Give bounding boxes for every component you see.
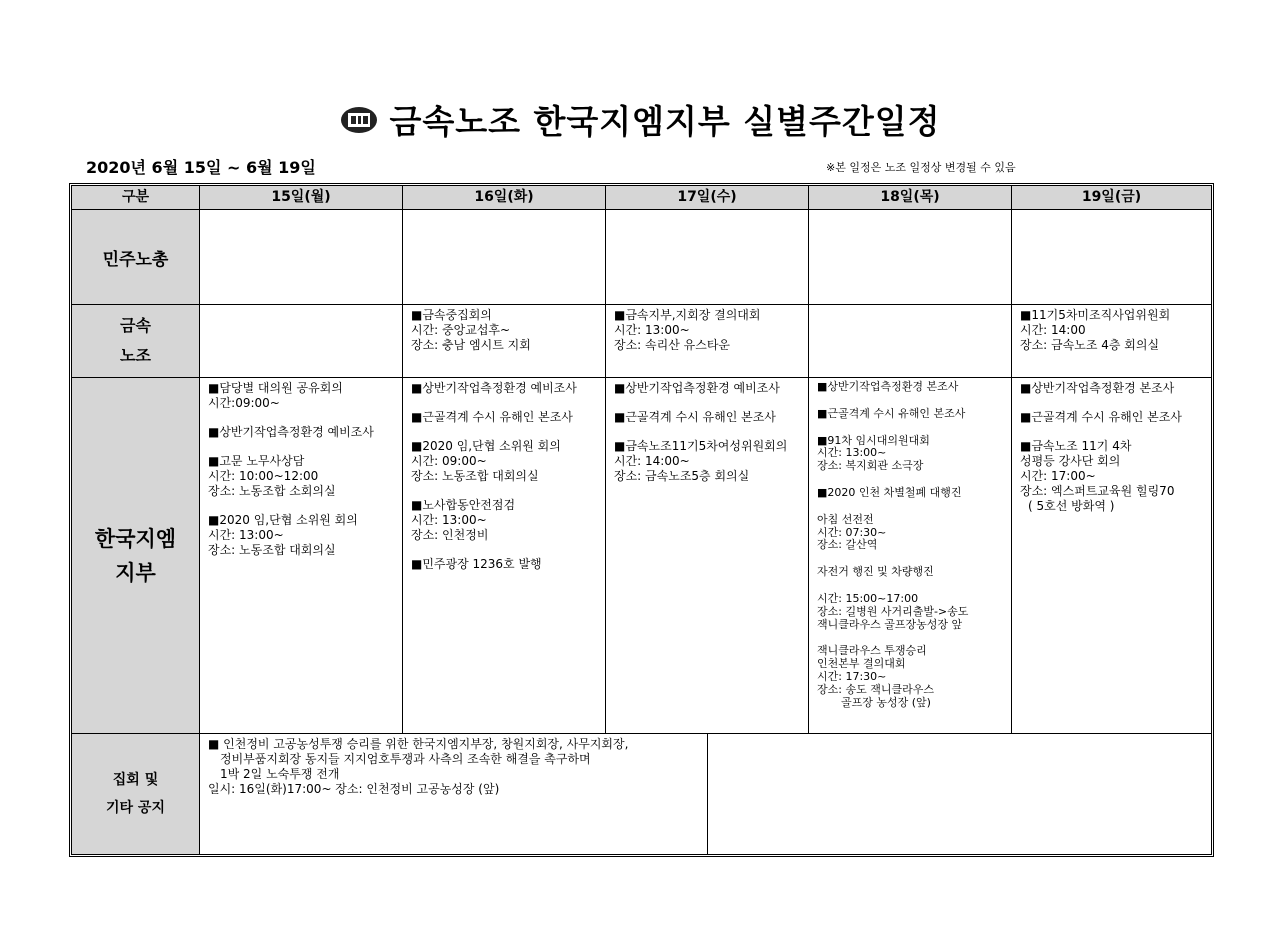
schedule-item-detail: 장소: 엑스퍼트교육원 힐링70 bbox=[1020, 484, 1175, 498]
schedule-item-detail: 장소: 충남 엠시트 지회 bbox=[411, 338, 531, 352]
schedule-item-detail: 시간: 09:00~ bbox=[411, 454, 487, 468]
schedule-item-detail: 일시: 16일(화)17:00~ 장소: 인천정비 고공농성장 (앞) bbox=[208, 782, 500, 796]
schedule-item-title: ■2020 임,단협 소위원 회의 bbox=[208, 513, 358, 527]
line-gap bbox=[1020, 396, 1203, 410]
row-label-line: 지부 bbox=[115, 560, 156, 585]
cell-notice-text bbox=[200, 734, 708, 854]
schedule-item-detail: 장소: 금속노조5층 회의실 bbox=[614, 469, 750, 483]
schedule-item-title: ■근골격계 수시 유해인 본조사 bbox=[1020, 410, 1182, 424]
schedule-item-title: ■2020 인천 차별철폐 대행진 bbox=[817, 485, 962, 499]
row-label-kctu bbox=[72, 210, 200, 305]
schedule-item-detail: 자전거 행진 및 차량행진 bbox=[817, 565, 934, 579]
schedule-item-detail: 장소: 금속노조 4층 회의실 bbox=[1020, 338, 1160, 352]
cell-kmwu-day-5 bbox=[1012, 305, 1211, 378]
schedule-item-detail: ( 5호선 방화역 ) bbox=[1028, 499, 1115, 513]
schedule-item-detail: 시간: 13:00~ bbox=[411, 513, 487, 527]
schedule-item-detail: 시간: 14:00~ bbox=[614, 454, 690, 468]
schedule-item-detail: 1박 2일 노숙투쟁 전개 bbox=[220, 767, 340, 781]
schedule-item-title: ■상반기작업측정환경 예비조사 bbox=[208, 425, 374, 439]
cell-notice-empty bbox=[708, 734, 1211, 854]
cell-kmwu-day-4 bbox=[809, 305, 1012, 378]
page-title bbox=[0, 96, 1280, 144]
schedule-item-title: ■금속노조11기5차여성위원회의 bbox=[614, 439, 788, 453]
cell-gm-day-2 bbox=[403, 378, 606, 734]
schedule-item-detail: 잭니클라우스 골프장농성장 앞 bbox=[817, 617, 963, 631]
schedule-item-detail: 장소: 복지회관 소극장 bbox=[817, 459, 924, 473]
schedule-item-detail: 시간:09:00~ bbox=[208, 396, 280, 410]
schedule-item-detail: 시간: 13:00~ bbox=[614, 323, 690, 337]
schedule-item-title: ■근골격계 수시 유해인 본조사 bbox=[817, 406, 966, 420]
header-category: 구분 bbox=[72, 186, 200, 210]
row-label-line: 금속 bbox=[120, 316, 151, 335]
line-gap bbox=[817, 473, 1003, 487]
schedule-item-title: ■근골격계 수시 유해인 본조사 bbox=[614, 410, 776, 424]
cell-gm-day-5 bbox=[1012, 378, 1211, 734]
header-day-4: 18일(목) bbox=[809, 186, 1012, 210]
schedule-item-title: ■91차 임시대의원대회 bbox=[817, 433, 930, 447]
row-label-line: 기타 공지 bbox=[106, 800, 165, 816]
row-label-notice bbox=[72, 734, 200, 854]
line-gap bbox=[411, 396, 597, 410]
schedule-item-detail: 골프장 농성장 (앞) bbox=[841, 695, 931, 709]
schedule-item-title: ■상반기작업측정환경 예비조사 bbox=[614, 381, 780, 395]
line-gap bbox=[817, 579, 1003, 593]
date-range: 2020년 6월 15일 ~ 6월 19일 bbox=[86, 158, 316, 177]
header-day-2: 16일(화) bbox=[403, 186, 606, 210]
row-label-line: 집회 및 bbox=[112, 772, 159, 788]
schedule-table bbox=[69, 183, 1214, 857]
line-gap bbox=[411, 425, 597, 439]
header-day-3: 17일(수) bbox=[606, 186, 809, 210]
schedule-item-detail: 시간: 중앙교섭후~ bbox=[411, 323, 511, 337]
schedule-item-title: ■금속중집회의 bbox=[411, 308, 492, 322]
cell-kmwu-day-2 bbox=[403, 305, 606, 378]
schedule-item-detail: 장소: 갈산역 bbox=[817, 538, 878, 552]
line-gap bbox=[208, 411, 394, 425]
line-gap bbox=[411, 484, 597, 498]
schedule-item-title: ■상반기작업측정환경 예비조사 bbox=[411, 381, 577, 395]
row-label-line: 민주노총 bbox=[102, 249, 169, 270]
cell-kctu-day-4 bbox=[809, 210, 1012, 305]
schedule-item-detail: 장소: 노동조합 대회의실 bbox=[411, 469, 539, 483]
schedule-item-title: ■담당별 대의원 공유회의 bbox=[208, 381, 343, 395]
cell-gm-day-4 bbox=[809, 378, 1012, 734]
schedule-note: ※본 일정은 노조 일정상 변경될 수 있음 bbox=[826, 161, 1016, 174]
schedule-item-title: ■근골격계 수시 유해인 본조사 bbox=[411, 410, 573, 424]
line-gap bbox=[411, 543, 597, 557]
schedule-item-detail: 장소: 노동조합 소회의실 bbox=[208, 484, 336, 498]
schedule-item-detail: 장소: 속리산 유스타운 bbox=[614, 338, 731, 352]
schedule-item-title: ■ 인천정비 고공농성투쟁 승리를 위한 한국지엠지부장, 창원지회장, 사무지회장, bbox=[208, 737, 629, 751]
line-gap bbox=[817, 500, 1003, 514]
line-gap bbox=[208, 499, 394, 513]
line-gap bbox=[614, 425, 800, 439]
cell-gm-day-1 bbox=[200, 378, 403, 734]
schedule-item-detail: 시간: 17:00~ bbox=[1020, 469, 1096, 483]
cell-kmwu-day-3 bbox=[606, 305, 809, 378]
schedule-item-detail: 성평등 강사단 회의 bbox=[1020, 454, 1121, 468]
cell-kctu-day-5 bbox=[1012, 210, 1211, 305]
schedule-item-title: ■2020 임,단협 소위원 회의 bbox=[411, 439, 561, 453]
schedule-item-detail: 정비부품지회장 동지들 지지엄호투쟁과 사측의 조속한 해결을 촉구하며 bbox=[220, 752, 591, 766]
row-label-line: 노조 bbox=[120, 346, 151, 365]
line-gap bbox=[208, 440, 394, 454]
header-day-5: 19일(금) bbox=[1012, 186, 1211, 210]
schedule-item-title: ■금속지부,지회장 결의대회 bbox=[614, 308, 761, 322]
cell-kctu-day-3 bbox=[606, 210, 809, 305]
header-day-1: 15일(월) bbox=[200, 186, 403, 210]
schedule-item-title: ■고문 노무사상담 bbox=[208, 454, 305, 468]
schedule-item-detail: 장소: 인천정비 bbox=[411, 528, 489, 542]
line-gap bbox=[817, 394, 1003, 408]
schedule-item-detail: 시간: 07:30~ bbox=[817, 525, 887, 539]
schedule-item-detail: 시간: 14:00 bbox=[1020, 323, 1086, 337]
schedule-item-detail: 장소: 송도 잭니클라우스 bbox=[817, 682, 934, 696]
schedule-item-detail: 시간: 15:00~17:00 bbox=[817, 591, 919, 605]
schedule-item-title: ■상반기작업측정환경 본조사 bbox=[1020, 381, 1175, 395]
schedule-item-title: ■11기5차미조직사업위원회 bbox=[1020, 308, 1171, 322]
schedule-item-title: ■상반기작업측정환경 본조사 bbox=[817, 380, 959, 393]
schedule-item-detail: 시간: 13:00~ bbox=[817, 446, 887, 460]
schedule-item-detail: 시간: 13:00~ bbox=[208, 528, 284, 542]
schedule-item-detail: 인천본부 결의대회 bbox=[817, 657, 906, 671]
schedule-item-detail: 장소: 길병원 사거리출발->송도 bbox=[817, 604, 969, 618]
line-gap bbox=[1020, 425, 1203, 439]
row-label-line: 한국지엠 bbox=[94, 526, 177, 551]
line-gap bbox=[817, 421, 1003, 435]
union-logo-icon bbox=[339, 104, 379, 144]
schedule-item-title: ■노사합동안전점검 bbox=[411, 498, 516, 512]
schedule-item-detail: 시간: 10:00~12:00 bbox=[208, 469, 319, 483]
schedule-item-detail: 시간: 17:30~ bbox=[817, 669, 887, 683]
cell-kmwu-day-1 bbox=[200, 305, 403, 378]
schedule-item-title: ■금속노조 11기 4차 bbox=[1020, 439, 1132, 453]
schedule-item-title: ■민주광장 1236호 발행 bbox=[411, 557, 542, 571]
schedule-item-detail: 아침 선전전 bbox=[817, 512, 874, 526]
row-label-kmwu bbox=[72, 305, 200, 378]
line-gap bbox=[614, 396, 800, 410]
schedule-item-detail: 잭니클라우스 투쟁승리 bbox=[817, 644, 927, 658]
schedule-item-detail: 장소: 노동조합 대회의실 bbox=[208, 543, 336, 557]
cell-gm-day-3 bbox=[606, 378, 809, 734]
row-label-gm bbox=[72, 378, 200, 734]
cell-kctu-day-1 bbox=[200, 210, 403, 305]
title-text: 금속노조 한국지엠지부 실별주간일정 bbox=[389, 102, 941, 141]
cell-kctu-day-2 bbox=[403, 210, 606, 305]
